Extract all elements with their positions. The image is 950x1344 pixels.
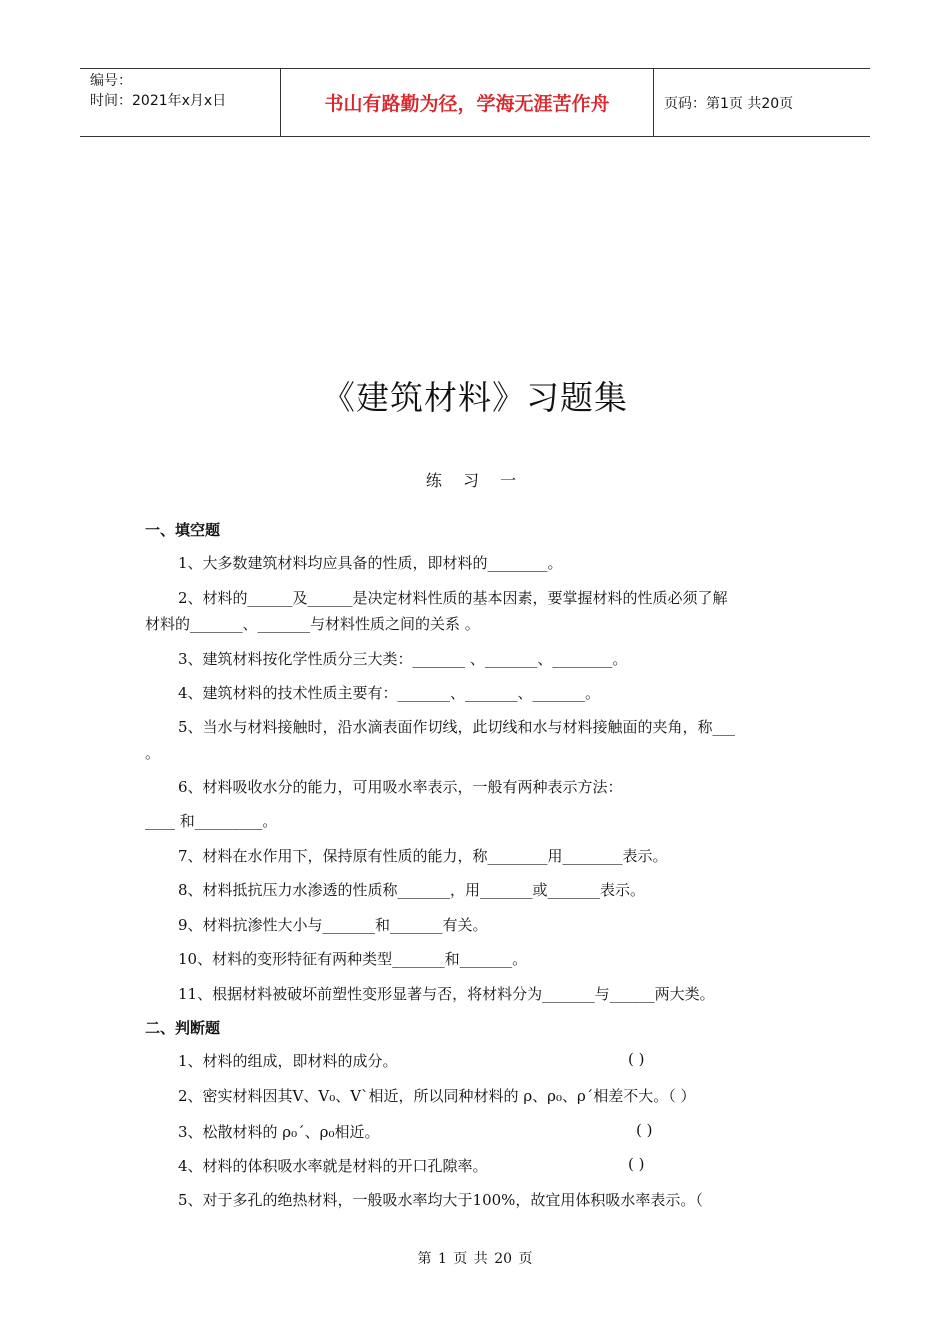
- question-3: 3、建筑材料按化学性质分三大类：_______ 、_______、________。: [178, 650, 628, 668]
- question-6-line-2: ____ 和_________。: [145, 812, 278, 830]
- section-heading-fill-blank: 一、填空题: [145, 521, 221, 539]
- question-11: 11、根据材料被破坏前塑性变形显著与否，将材料分为_______与______两大类。: [178, 985, 715, 1003]
- question-4: 4、建筑材料的技术性质主要有：_______、_______、_______。: [178, 684, 601, 702]
- header-meta: [80, 69, 280, 136]
- question-2-line-2: 材料的_______、_______与材料性质之间的关系 。: [145, 615, 480, 633]
- page-header: [80, 68, 870, 137]
- tf-question-5: 5、对于多孔的绝热材料，一般吸水率均大于100%，故宜用体积吸水率表示。（: [178, 1191, 703, 1209]
- number-label: 编号：: [90, 73, 132, 89]
- time-label: 时间：2021年x月x日: [90, 93, 227, 109]
- question-6-line-1: 6、材料吸收水分的能力，可用吸水率表示，一般有两种表示方法：: [178, 778, 623, 796]
- question-10: 10、材料的变形特征有两种类型_______和_______。: [178, 950, 528, 968]
- document-title: 《建筑材料》习题集: [322, 378, 628, 417]
- header-page-info: 页码：第1页 共20页: [664, 95, 794, 112]
- tf-question-2: 2、密实材料因其V、V₀、V`相近，所以同种材料的 ρ、ρ₀、ρ´相差不大。（ ）: [178, 1087, 696, 1105]
- tf-answer-parens-3: ( ): [636, 1121, 653, 1139]
- section-heading-true-false: 二、判断题: [145, 1019, 221, 1037]
- tf-question-4: 4、材料的体积吸水率就是材料的开口孔隙率。: [178, 1157, 488, 1175]
- exercise-subtitle: 练 习 一: [425, 471, 525, 490]
- tf-answer-parens-4: ( ): [628, 1155, 645, 1173]
- question-5-line-2: 。: [145, 744, 161, 762]
- page-footer: 第 1 页 共 20 页: [417, 1251, 533, 1267]
- question-5-line-1: 5、当水与材料接触时，沿水滴表面作切线，此切线和水与材料接触面的夹角，称___: [178, 718, 736, 736]
- question-9: 9、材料抗渗性大小与_______和_______有关。: [178, 916, 488, 934]
- tf-question-3: 3、松散材料的 ρ₀´、ρ₀相近。: [178, 1123, 380, 1141]
- tf-answer-parens-1: ( ): [628, 1050, 645, 1068]
- question-2-line-1: 2、材料的______及______是决定材料性质的基本因素，要掌握材料的性质必须了解: [178, 589, 728, 607]
- question-1: 1、大多数建筑材料均应具备的性质，即材料的________。: [178, 554, 563, 572]
- question-7: 7、材料在水作用下，保持原有性质的能力，称________用________表示。: [178, 847, 668, 865]
- tf-question-1: 1、材料的组成，即材料的成分。: [178, 1052, 398, 1070]
- question-8: 8、材料抵抗压力水渗透的性质称_______，用_______或_______表示。: [178, 881, 646, 899]
- header-motto: 书山有路勤为径，学海无涯苦作舟: [280, 69, 654, 136]
